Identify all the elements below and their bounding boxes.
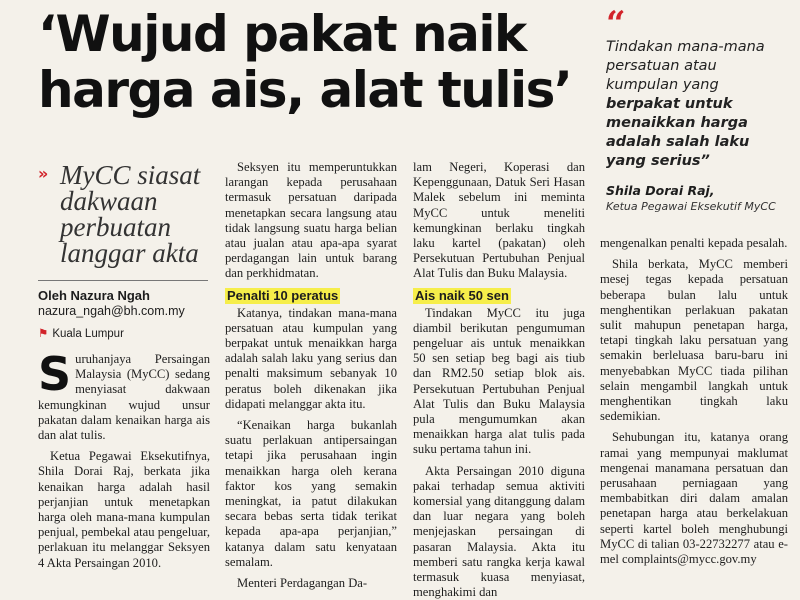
paragraph: Akta Persaingan 2010 diguna pakai terhadap semua aktiviti komersial yang ditanggung dalam dan luar negara yang boleh menjejaskan persaingan di pasaran Malaysia. Akta itu memberi satu rangka kerja kawal termasuk kuasa menyiasat, menghakimi dan — [413, 463, 585, 600]
flag-icon: ⚑ — [38, 328, 49, 340]
pull-quote-text — [606, 38, 791, 171]
article-column-4 — [600, 236, 788, 567]
byline-email: nazura_ngah@bh.com.my — [38, 304, 185, 318]
pull-quote-plain: Tindakan mana-mana persatuan atau kumpulan yang — [606, 39, 765, 93]
section-heading: Ais naik 50 sen — [415, 287, 509, 303]
section-heading: Penalti 10 peratus — [227, 287, 339, 303]
dateline-text: Kuala Lumpur — [52, 328, 124, 340]
article-column-3 — [413, 160, 585, 600]
paragraph — [38, 347, 210, 443]
dateline — [38, 326, 124, 340]
pull-quote-role: Ketua Pegawai Eksekutif MyCC — [606, 200, 776, 213]
pull-quote — [606, 4, 791, 213]
headline-line-2: harga ais, alat tulis’ — [38, 61, 572, 119]
drop-cap: S — [38, 347, 72, 401]
byline-name: Oleh Nazura Ngah — [38, 288, 150, 303]
headline-line-1: ‘Wujud pakat naik — [38, 5, 526, 63]
paragraph: Katanya, tindakan mana-mana persatuan atau kumpulan yang berpakat untuk menaikkan harga adalah salah laku yang serius dan penalti maksimum sebanyak 10 peratus boleh dikenakan jika didapati melanggar akta itu. — [225, 305, 397, 411]
double-chevron-icon: » — [38, 164, 49, 183]
subheadline — [38, 162, 218, 266]
subheadline-text: MyCC siasat dakwaan perbuatan langgar akta — [60, 160, 201, 268]
paragraph: Seksyen itu memperuntukkan larangan kepada perusahaan termasuk persatuan daripada menetapkan secara langsung atau tidak langsung suatu harga belian atau jualan atau apa-apa syarat perdagangan lain untuk barang dan perkhidmatan. — [225, 160, 397, 281]
paragraph-text: uruhanjaya Persaingan Malaysia (MyCC) sedang menyiasat dakwaan kemungkinan wujud unsur pakatan dalam kenaikan harga ais dan alat tulis. — [38, 352, 210, 443]
divider — [38, 280, 208, 281]
pull-quote-bold: berpakat untuk menaikkan harga adalah salah laku yang serius” — [606, 96, 750, 169]
article-column-2 — [225, 160, 397, 591]
paragraph: Shila berkata, MyCC memberi mesej tegas kepada persatuan beberapa bulan lalu untuk menghentikan perlakuan pakatan sulit mahupun penetapan harga, tetapi tingkah laku persatuan yang semakin berleluasa baru-baru ini menyebabkan MyCC tiada pilihan selain mengambil langkah untuk menghentikan tingkah laku sedemikian. — [600, 257, 788, 424]
paragraph: Menteri Perdagangan Da- — [237, 576, 368, 591]
paragraph: Sehubungan itu, katanya orang ramai yang mempunyai maklumat mengenai manamana persatuan dan perusahaan perniagaan yang membabitkan diri dalam amalan penetapan harga atau berkelakuan seperti kartel boleh menghubungi MyCC di talian 03-22732277 atau e-mel complaints@mycc.gov.my — [600, 430, 788, 567]
paragraph: mengenalkan penalti kepada pesalah. — [600, 236, 788, 250]
paragraph: lam Negeri, Koperasi dan Kepenggunaan, Datuk Seri Hasan Malek sebelum ini meminta MyCC untuk meneliti kemungkinan berlaku tingkah laku kartel (pakatan) oleh Persekutuan Pertubuhan Penjual Alat Tulis dan Buku Malaysia. — [413, 160, 585, 281]
paragraph: “Kenaikan harga bukanlah suatu perlakuan antipersaingan tetapi jika perusahaan ingin menaikkan harga oleh kerana faktor kos yang semakin meningkat, ia patut dilakukan secara bebas serta tidak terikat kepada apa-apa perjanjian,” katanya dalam satu kenyataan semalam. — [225, 418, 397, 569]
paragraph: Ketua Pegawai Eksekutifnya, Shila Dorai Raj, berkata jika kenaikan harga adalah hasil perjanjian untuk menetapkan harga oleh mana-mana kumpulan penjual, pembekal atau pengeluar, perlakuan itu melanggar Seksyen 4 Akta Persaingan 2010. — [38, 449, 210, 570]
quote-mark-icon: “ — [606, 4, 626, 44]
pull-quote-speaker: Shila Dorai Raj, — [606, 183, 715, 198]
article-column-1 — [38, 347, 210, 571]
paragraph: Tindakan MyCC itu juga diambil berikutan pengumuman pengeluar ais untuk menaikkan 50 sen setiap beg bagi ais tiub dan RM2.50 setiap blok ais. Persekutuan Pertubuhan Penjual Alat Tulis dan Buku Malaysia pula mengumumkan akan menaikkan harga alat tulis pada suku pertama tahun ini. — [413, 305, 585, 457]
headline — [38, 6, 598, 118]
